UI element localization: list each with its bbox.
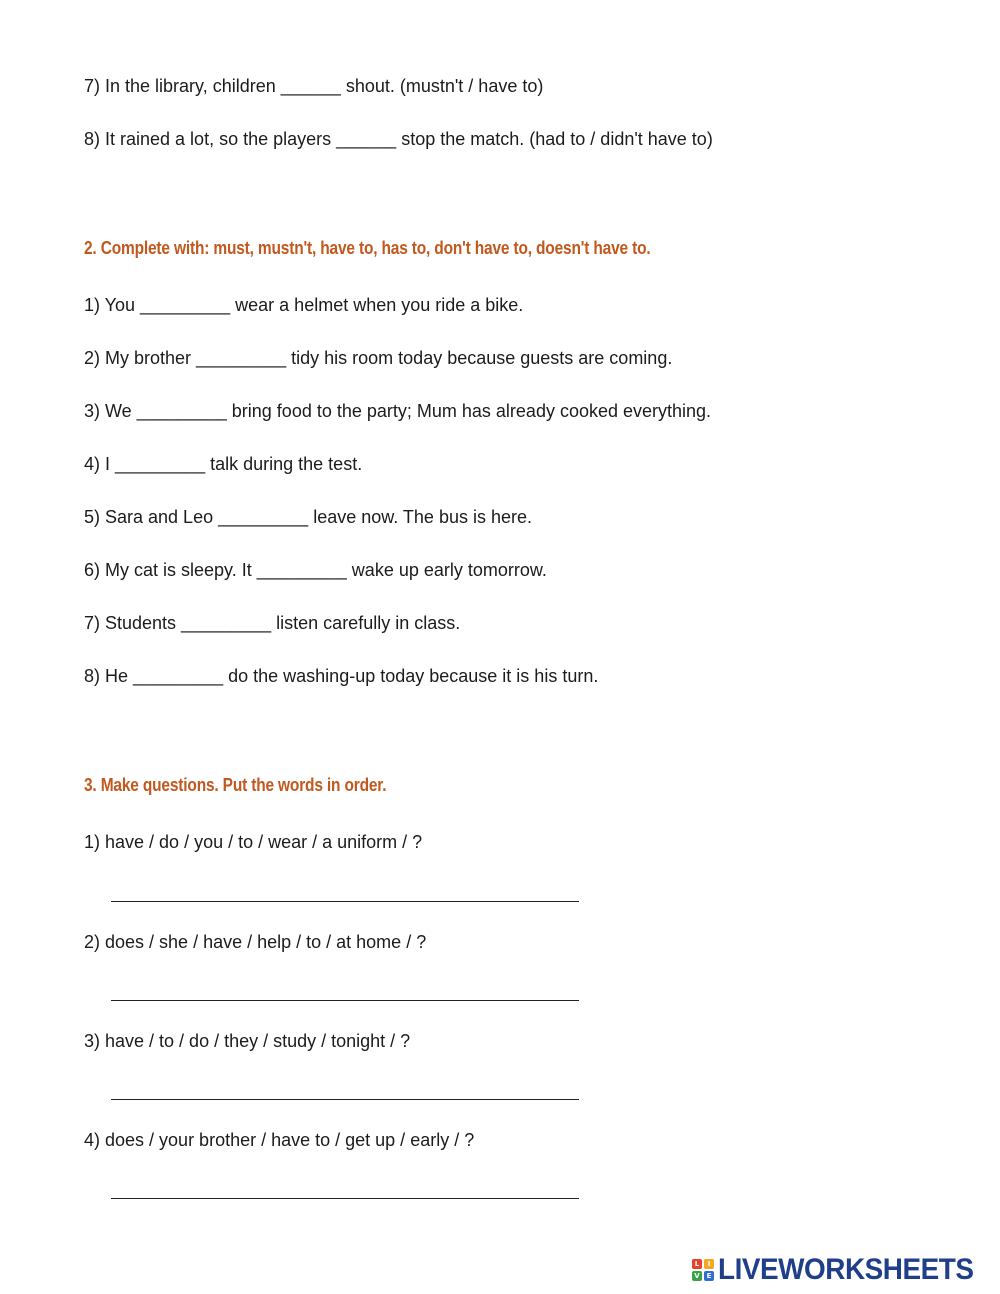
answer-line-1[interactable]: [111, 901, 579, 902]
exercise2-item-3: 3) We _________ bring food to the party; Mum has already cooked everything.: [84, 401, 712, 421]
logo-text: LIVEWORKSHEETS: [718, 1253, 974, 1286]
exercise3-item-1: 1) have / do / you / to / wear / a uniform / ?: [84, 832, 423, 852]
logo-block-l: L: [692, 1259, 702, 1269]
logo-blocks-icon: [692, 1259, 714, 1281]
exercise2-item-4: 4) I _________ talk during the test.: [84, 454, 363, 474]
exercise2-item-1: 1) You _________ wear a helmet when you ride a bike.: [84, 295, 524, 315]
exercise2-item-6: 6) My cat is sleepy. It _________ wake up early tomorrow.: [84, 560, 547, 580]
exercise1-item-8: 8) It rained a lot, so the players ______ stop the match. (had to / didn't have to): [84, 129, 713, 149]
exercise2-heading: 2. Complete with: must, mustn't, have to, has to, don't have to, doesn't have to.: [84, 238, 651, 258]
answer-line-3[interactable]: [111, 1099, 579, 1100]
exercise2-item-8: 8) He _________ do the washing-up today because it is his turn.: [84, 666, 599, 686]
exercise2-item-7: 7) Students _________ listen carefully in class.: [84, 613, 461, 633]
logo-block-v: V: [692, 1271, 702, 1281]
exercise1-item-7: 7) In the library, children ______ shout. (mustn't / have to): [84, 76, 544, 96]
exercise2-item-5: 5) Sara and Leo _________ leave now. The bus is here.: [84, 507, 532, 527]
exercise2-item-2: 2) My brother _________ tidy his room today because guests are coming.: [84, 348, 673, 368]
liveworksheets-logo: [692, 1255, 993, 1285]
exercise3-item-2: 2) does / she / have / help / to / at home / ?: [84, 932, 427, 952]
exercise3-item-3: 3) have / to / do / they / study / tonight / ?: [84, 1031, 411, 1051]
answer-line-2[interactable]: [111, 1000, 579, 1001]
logo-block-e: E: [704, 1271, 714, 1281]
exercise3-heading: 3. Make questions. Put the words in order.: [84, 775, 387, 795]
answer-line-4[interactable]: [111, 1198, 579, 1199]
logo-block-i: I: [704, 1259, 714, 1269]
exercise3-item-4: 4) does / your brother / have to / get up / early / ?: [84, 1130, 475, 1150]
